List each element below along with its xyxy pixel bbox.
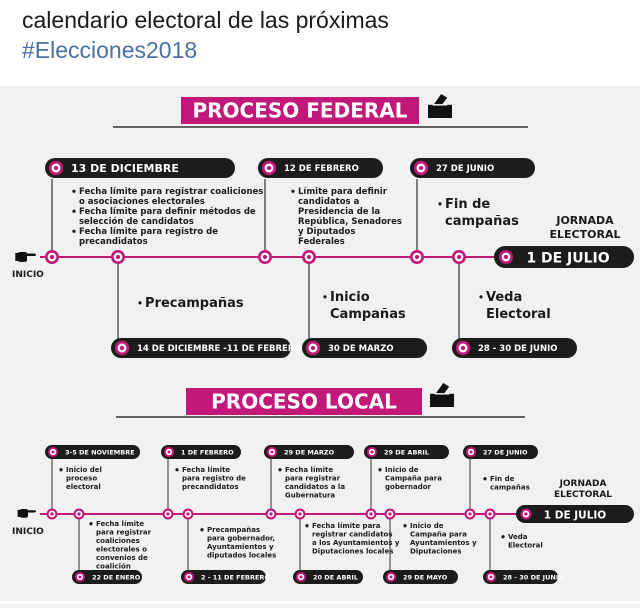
local-end-date: 1 DE JULIO xyxy=(543,509,607,522)
local-note-line: Ayuntamientos y xyxy=(207,543,274,551)
federal-note-line: Federales xyxy=(298,237,345,247)
local-timeline-marker-dot xyxy=(298,512,301,515)
local-bottom-date-marker-dot xyxy=(389,575,392,578)
federal-note-line: Campañas xyxy=(330,307,406,322)
local-note-line: electorales o xyxy=(96,545,147,554)
caption-line: calendario electoral de las próximas xyxy=(22,7,389,33)
hand-cuff xyxy=(15,253,18,261)
local-note-line: Campaña para xyxy=(385,474,442,483)
federal-end-label: JORNADA xyxy=(556,214,614,227)
local-note-bullet xyxy=(403,524,406,527)
federal-note-bullet xyxy=(323,295,326,298)
local-note-line: campañas xyxy=(490,483,530,492)
federal-timeline-marker-dot xyxy=(415,255,419,259)
ballot-slot xyxy=(435,393,449,394)
federal-note-bullet xyxy=(72,210,75,213)
local-top-date-label: 1 DE FEBRERO xyxy=(181,448,234,457)
federal-note-line: Veda xyxy=(486,290,523,305)
local-bottom-date-marker-dot xyxy=(187,575,190,578)
federal-timeline-marker-dot xyxy=(50,255,54,259)
local-timeline-marker-dot xyxy=(388,512,391,515)
local-bottom-date-label: 20 DE ABRIL xyxy=(313,573,358,582)
federal-note-bullet xyxy=(291,190,294,193)
federal-note-line: Fecha límite para registro de xyxy=(79,227,219,237)
local-note-line: convenios de xyxy=(96,554,148,562)
federal-note-bullet xyxy=(479,295,482,298)
federal-bottom-date-marker-dot xyxy=(120,346,124,350)
local-top-date-marker-dot xyxy=(370,450,373,453)
local-note-line: Fin de xyxy=(490,475,515,483)
federal-timeline-marker-dot xyxy=(307,255,311,259)
federal-top-date-label: 27 DE JUNIO xyxy=(436,164,495,175)
local-timeline-marker-dot xyxy=(468,512,471,515)
local-note-bullet xyxy=(89,522,92,525)
local-bottom-date-label: 29 DE MAYO xyxy=(403,573,448,582)
post-caption xyxy=(22,5,389,65)
hand-palm xyxy=(20,509,28,518)
federal-bottom-date-label: 30 DE MARZO xyxy=(328,344,394,355)
hashtag-link[interactable]: #Elecciones2018 xyxy=(22,37,198,63)
local-note-line: proceso xyxy=(66,474,98,483)
local-title: PROCESO LOCAL xyxy=(211,389,397,414)
local-note-line: Electoral xyxy=(508,541,543,550)
divider xyxy=(0,604,640,608)
local-note-line: Diputaciones locales xyxy=(312,547,394,556)
federal-note-line: Límite para definir xyxy=(298,187,387,197)
local-note-line: Fecha límite xyxy=(285,466,334,474)
local-note-line: Inicio del xyxy=(66,466,102,474)
ballot-box xyxy=(428,105,452,118)
local-timeline-marker-dot xyxy=(488,512,491,515)
local-note-line: Fecha límite xyxy=(182,466,231,474)
local-note-bullet xyxy=(59,468,62,471)
federal-bottom-date-label: 14 DE DICIEMBRE -11 DE FEBRERO xyxy=(137,344,302,355)
local-timeline-marker-dot xyxy=(269,512,272,515)
local-note-line: Veda xyxy=(508,533,528,541)
local-note-bullet xyxy=(175,468,178,471)
federal-note-bullet xyxy=(72,230,75,233)
federal-timeline-marker-dot xyxy=(457,255,461,259)
local-timeline-marker-dot xyxy=(77,512,80,515)
local-note-bullet xyxy=(278,468,281,471)
local-note-bullet xyxy=(483,477,486,480)
federal-note-line: Fin de xyxy=(445,197,491,212)
federal-top-date-label: 13 DE DICIEMBRE xyxy=(71,161,179,175)
federal-end-marker-dot xyxy=(504,255,508,259)
local-note-line: diputados locales xyxy=(207,551,277,560)
local-timeline-marker-dot xyxy=(166,512,169,515)
local-top-date-label: 29 DE ABRIL xyxy=(384,448,429,457)
federal-top-date-marker-dot xyxy=(54,166,58,170)
federal-note-bullet xyxy=(138,301,141,304)
local-note-line: precandidatos xyxy=(182,483,239,491)
local-note-line: candidatos a la xyxy=(285,483,346,491)
electoral-calendar-infographic xyxy=(0,86,640,601)
local-end-label: JORNADA xyxy=(559,479,607,489)
local-end-marker-dot xyxy=(524,512,527,515)
federal-note-line: candidatos a xyxy=(298,197,360,207)
federal-note-line: Presidencia de la xyxy=(298,207,381,217)
local-bottom-date-label: 28 - 30 DE JUNIO xyxy=(503,573,564,582)
federal-end-label: ELECTORAL xyxy=(549,228,621,241)
federal-top-date-label: 12 DE FEBRERO xyxy=(284,164,359,175)
local-timeline-marker-dot xyxy=(186,512,189,515)
federal-title: PROCESO FEDERAL xyxy=(192,98,408,123)
local-top-date-label: 27 DE JUNIO xyxy=(483,448,528,457)
local-top-date-label: 29 DE MARZO xyxy=(284,448,335,457)
local-note-line: electoral xyxy=(66,483,101,491)
federal-note-line: y Diputados xyxy=(298,227,356,237)
ballot-slot xyxy=(433,104,447,105)
hand-cuff xyxy=(18,510,21,517)
federal-end-date: 1 DE JULIO xyxy=(526,250,610,267)
federal-top-date-marker-dot xyxy=(267,166,271,170)
federal-note-line: campañas xyxy=(445,214,519,229)
local-note-bullet xyxy=(378,468,381,471)
local-note-line: Fecha límite para xyxy=(312,522,381,530)
local-timeline-marker-dot xyxy=(50,512,53,515)
federal-note-bullet xyxy=(72,190,75,193)
local-note-bullet xyxy=(200,528,203,531)
local-note-line: Inicio de xyxy=(385,466,419,474)
federal-start-label: INICIO xyxy=(12,270,44,280)
local-note-line: Diputaciones xyxy=(410,547,462,556)
local-bottom-date-marker-dot xyxy=(489,575,492,578)
federal-note-line: Fecha límite para definir métodos de xyxy=(79,207,256,217)
local-note-line: a los Ayuntamientos y xyxy=(312,539,400,547)
hand-palm xyxy=(18,252,27,262)
local-note-bullet xyxy=(305,524,308,527)
local-top-date-label: 3-5 DE NOVIEMBRE xyxy=(65,448,135,457)
federal-note-line: Inicio xyxy=(330,290,370,305)
federal-bottom-date-marker-dot xyxy=(311,346,315,350)
local-note-line: Precampañas xyxy=(207,526,261,534)
federal-note-line: Fecha límite para registrar coaliciones xyxy=(79,187,264,197)
federal-note-line: República, Senadores xyxy=(298,217,402,227)
federal-bottom-date-marker-dot xyxy=(461,346,465,350)
local-note-line: registrar candidatos xyxy=(312,530,393,539)
hand-finger xyxy=(26,510,36,512)
federal-note-line: Precampañas xyxy=(145,296,244,311)
local-note-line: para gobernador, xyxy=(207,534,275,543)
local-bottom-date-marker-dot xyxy=(299,575,302,578)
ballot-box xyxy=(430,394,454,407)
local-top-date-marker-dot xyxy=(469,450,472,453)
federal-note-bullet xyxy=(438,202,441,205)
federal-timeline-marker-dot xyxy=(263,255,267,259)
local-top-date-marker-dot xyxy=(51,450,54,453)
local-timeline-marker-dot xyxy=(369,512,372,515)
local-note-bullet xyxy=(501,535,504,538)
federal-bottom-date-label: 28 - 30 DE JUNIO xyxy=(478,344,558,355)
local-bottom-date-label: 22 DE ENERO xyxy=(92,573,141,582)
local-start-label: INICIO xyxy=(12,527,44,537)
local-end-label: ELECTORAL xyxy=(553,490,613,500)
local-note-line: gobernador xyxy=(385,483,432,491)
federal-note-line: Electoral xyxy=(486,307,551,322)
local-top-date-marker-dot xyxy=(167,450,170,453)
local-note-line: coaliciones xyxy=(96,537,140,545)
local-note-line: para registrar xyxy=(96,528,152,537)
local-top-date-marker-dot xyxy=(270,450,273,453)
local-note-line: Fecha límite xyxy=(96,520,145,528)
local-note-line: para registro de xyxy=(182,474,246,483)
local-note-line: coalición xyxy=(96,562,131,571)
hand-finger xyxy=(25,253,36,256)
local-bottom-date-marker-dot xyxy=(78,575,81,578)
local-bottom-date-label: 2 - 11 DE FEBRERO xyxy=(201,573,270,582)
federal-note-line: o asociaciones electorales xyxy=(79,197,205,207)
federal-timeline-marker-dot xyxy=(116,255,120,259)
federal-note-line: selección de candidatos xyxy=(79,217,194,227)
local-note-line: Inicio de xyxy=(410,522,444,530)
local-note-line: para registrar xyxy=(285,474,341,483)
local-note-line: Ayuntamientos y xyxy=(410,539,477,547)
local-note-line: Campaña para xyxy=(410,530,467,539)
federal-note-line: precandidatos xyxy=(79,237,148,247)
federal-top-date-marker-dot xyxy=(419,166,423,170)
local-note-line: Gubernatura xyxy=(285,491,336,500)
